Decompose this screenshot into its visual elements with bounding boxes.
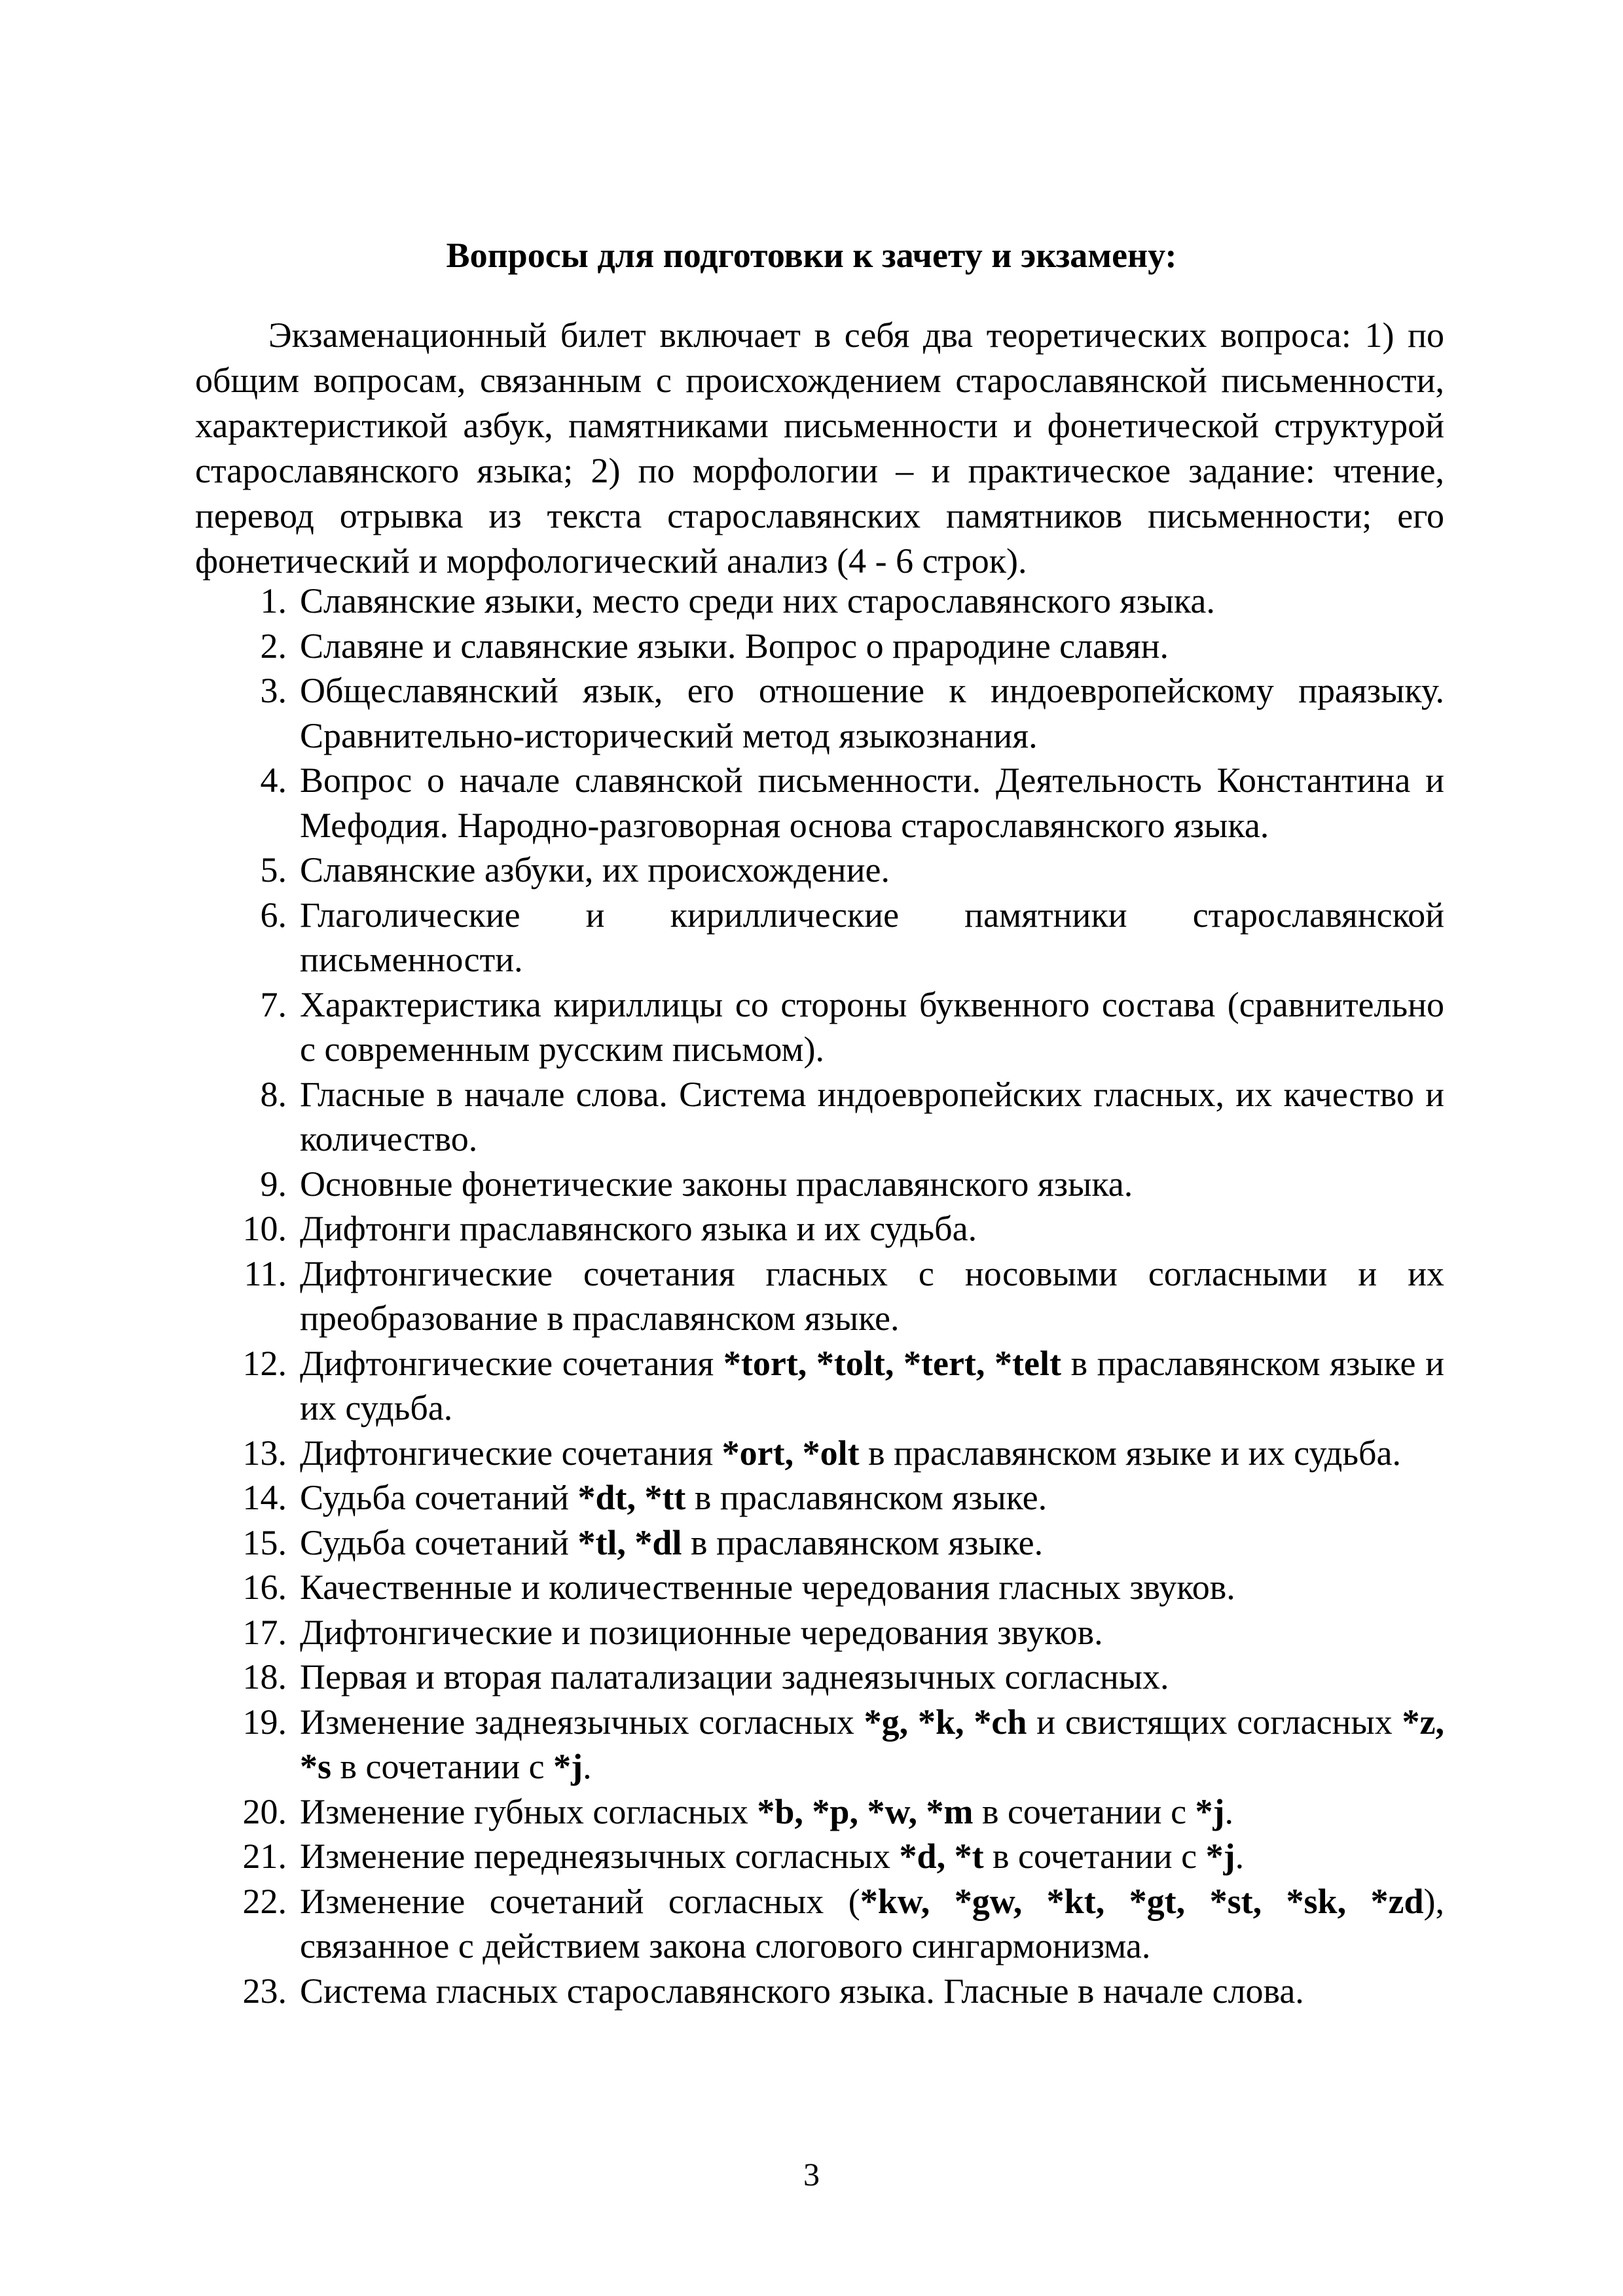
question-text: Дифтонги праславянского языка и их судьба. [300, 1209, 977, 1248]
question-item [260, 579, 1444, 624]
question-text: Вопрос о начале славянской письменности. Деятельность Константина и Мефодия. Народно-разговорная основа старославянского языка. [300, 761, 1444, 845]
question-item [260, 758, 1444, 848]
question-item [260, 624, 1444, 669]
question-text: Основные фонетические законы праславянского языка. [300, 1164, 1133, 1204]
question-item [260, 668, 1444, 758]
question-item [242, 1431, 1444, 1476]
question-number: 4. [260, 761, 287, 800]
question-number: 5. [260, 850, 287, 889]
question-number: 2. [260, 626, 287, 666]
question-text: Общеславянский язык, его отношение к индоевропейскому праязыку. Сравнительно-исторический метод языкознания. [300, 671, 1444, 755]
question-number: 13. [242, 1433, 287, 1473]
question-item [242, 1610, 1444, 1655]
question-text: Дифтонгические сочетания гласных с носовыми согласными и их преобразование в праславянском языке. [300, 1253, 1444, 1338]
question-text: Глаголические и кириллические памятники старославянской [300, 895, 1444, 935]
question-item [242, 1341, 1444, 1431]
question-number: 14. [242, 1478, 287, 1517]
question-number: 17. [242, 1612, 287, 1652]
question-text: Изменение губных согласных *b, *p, *w, *m в сочетании с *j. [300, 1791, 1234, 1831]
question-item [242, 1520, 1444, 1566]
question-number: 10. [242, 1209, 287, 1248]
page-title: Вопросы для подготовки к зачету и экзамену: [446, 236, 1177, 275]
question-text: Изменение заднеязычных согласных *g, *k, *ch и свистящих согласных *z, *s в сочетании с *j. [300, 1702, 1444, 1786]
question-text: Славянские азбуки, их происхождение. [300, 850, 890, 889]
question-text: Характеристика кириллицы со стороны буквенного состава (сравнительно с современным русским письмом). [300, 984, 1444, 1069]
question-text: Изменение сочетаний согласных (*kw, *gw, *kt, *gt, *st, *sk, *zd), связанное с действием закона слогового сингармонизма. [300, 1881, 1444, 1965]
question-text: Славянские языки, место среди них старославянского языка. [300, 581, 1215, 620]
question-number: 11. [244, 1253, 287, 1293]
question-item [242, 1969, 1444, 2014]
question-text: Дифтонгические сочетания *tort, *tolt, *tert, *telt в праславянском языке и их судьба. [300, 1343, 1444, 1427]
question-number: 12. [242, 1343, 287, 1383]
question-number: 3. [260, 671, 287, 710]
question-number: 19. [242, 1702, 287, 1742]
question-text: Дифтонгические и позиционные чередования звуков. [300, 1612, 1103, 1652]
question-item [242, 1206, 1444, 1251]
question-item [244, 1251, 1444, 1341]
question-number: 16. [242, 1568, 287, 1607]
question-number: 15. [242, 1522, 287, 1562]
question-item [242, 1700, 1444, 1789]
question-number: 18. [242, 1657, 287, 1696]
intro-paragraph: Экзаменационный билет включает в себя два теоретических вопроса: 1) по общим вопросам, связанным с происхождением старославянской письменности, характеристикой азбук, памятниками письменности и фонетической структурой старославянского языка; 2) по морфологии – и практическое задание: чтение, перевод отрывка из текста старославянских памятников письменности; его фонетический и морфологический анализ (4 - 6 строк). [195, 315, 1444, 581]
question-number: 21. [242, 1837, 287, 1876]
question-number: 1. [260, 581, 287, 620]
question-list [0, 579, 1623, 2013]
question-text-continuation: письменности. [300, 940, 523, 979]
question-text: Дифтонгические сочетания *ort, *olt в праславянском языке и их судьба. [300, 1433, 1401, 1473]
question-item [242, 1879, 1444, 1969]
question-text: Первая и вторая палатализации заднеязычных согласных. [300, 1657, 1169, 1696]
question-number: 7. [260, 984, 287, 1024]
question-item [260, 982, 1444, 1072]
question-item [260, 1162, 1444, 1207]
page-number: 3 [803, 2156, 820, 2193]
question-number: 23. [242, 1971, 287, 2011]
question-number: 22. [242, 1881, 287, 1921]
question-item [242, 1834, 1444, 1879]
question-item [242, 1655, 1444, 1700]
question-number: 6. [260, 895, 287, 935]
question-text: Гласные в начале слова. Система индоевропейских гласных, их качество и количество. [300, 1074, 1444, 1158]
question-item [242, 1789, 1444, 1835]
question-number: 8. [260, 1074, 287, 1114]
question-item [260, 893, 1444, 982]
question-text: Система гласных старославянского языка. Гласные в начале слова. [300, 1971, 1304, 2011]
question-text: Изменение переднеязычных согласных *d, *t в сочетании с *j. [300, 1837, 1245, 1876]
question-text: Качественные и количественные чередования гласных звуков. [300, 1568, 1235, 1607]
question-item [260, 848, 1444, 893]
question-text: Судьба сочетаний *dt, *tt в праславянском языке. [300, 1478, 1048, 1517]
question-item [242, 1475, 1444, 1520]
question-text: Судьба сочетаний *tl, *dl в праславянском языке. [300, 1522, 1044, 1562]
question-item [260, 1072, 1444, 1162]
question-number: 20. [242, 1791, 287, 1831]
question-text: Славяне и славянские языки. Вопрос о прародине славян. [300, 626, 1169, 666]
question-number: 9. [260, 1164, 287, 1204]
question-item [242, 1565, 1444, 1610]
